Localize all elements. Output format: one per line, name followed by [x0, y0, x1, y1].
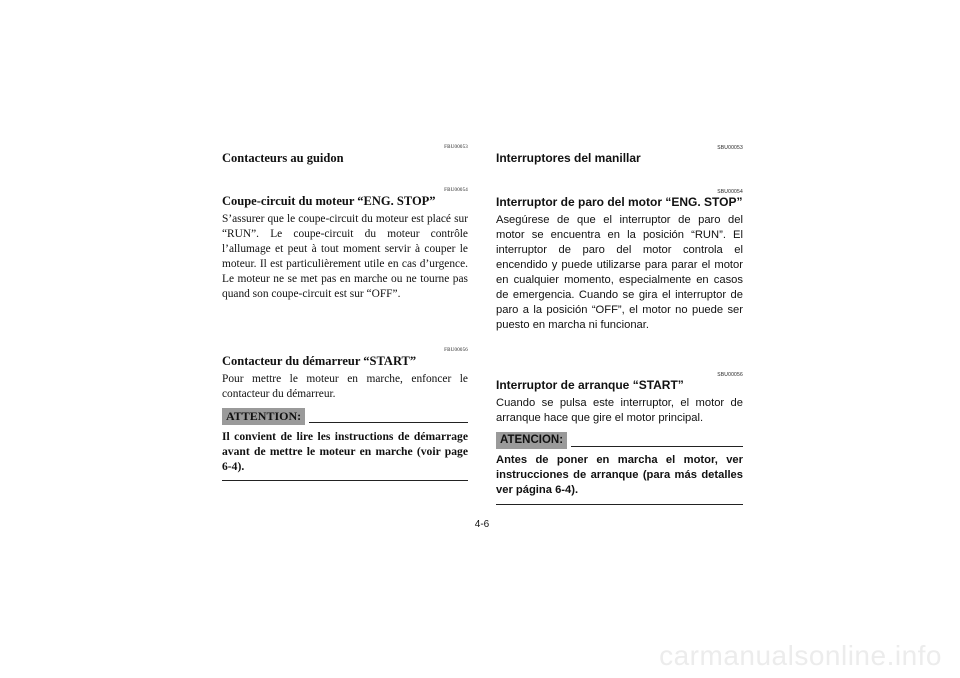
watermark: carmanualsonline.info — [659, 640, 942, 671]
spanish-column — [496, 145, 743, 505]
section-title-engine-stop: Coupe-circuit du moteur “ENG. STOP” — [222, 194, 436, 208]
section-title-handlebar-switches: Contacteurs au guidon — [222, 151, 344, 165]
attention-rule — [309, 410, 468, 423]
section-title-engine-stop: Interruptor de paro del motor “ENG. STOP” — [496, 195, 743, 209]
attention-header — [496, 432, 743, 449]
section-code: FBU00053 — [444, 145, 468, 150]
attention-end-rule — [496, 504, 743, 505]
section-code: FBU00054 — [444, 188, 468, 193]
page-number: 4-6 — [474, 519, 490, 530]
section-body-start-switch: Pour mettre le moteur en marche, enfoncer le contacteur du démarreur. — [222, 373, 468, 400]
attention-rule — [571, 434, 743, 447]
section-title-start-switch: Interruptor de arranque “START” — [496, 378, 684, 392]
attention-label: ATTENTION: — [222, 408, 305, 425]
section-body-engine-stop: S’assurer que le coupe-circuit du moteur est placé sur “RUN”. Le coupe-circuit du moteur contrôle l’allumage et peut à tout moment servir à couper le moteur. Il est particulièrement utile en cas d’urgence. Le moteur ne se met pas en marche ou ne tourne pas quand son coupe-circuit est sur “OFF”. — [222, 213, 468, 300]
attention-header — [222, 408, 468, 425]
attention-text: Antes de poner en marcha el motor, ver instrucciones de arranque (para más detalles ver página 6-4). — [496, 454, 743, 496]
section-code: FBU00056 — [444, 348, 468, 353]
section-title-handlebar-switches: Interruptores del manillar — [496, 151, 641, 165]
section-body-start-switch: Cuando se pulsa este interruptor, el motor de arranque hace que gire el motor principal. — [496, 397, 743, 424]
section-body-engine-stop: Asegúrese de que el interruptor de paro del motor se encuentra en la posición “RUN”. El interruptor de paro del motor controla el encendido y puede utilizarse para parar el motor en cualquier momento, especialmente en casos de emergencia. Cuando se gira el interruptor de paro a la posición “OFF”, el motor no puede ser puesto en marcha ni funcionar. — [496, 214, 743, 331]
section-code: SBU00056 — [717, 372, 743, 378]
section-title-start-switch: Contacteur du démarreur “START” — [222, 354, 417, 368]
section-code: SBU00054 — [717, 189, 743, 195]
section-code: SBU00053 — [717, 145, 743, 151]
attention-label: ATENCION: — [496, 432, 567, 449]
attention-text: Il convient de lire les instructions de démarrage avant de mettre le moteur en marche (voir page 6-4). — [222, 430, 468, 473]
french-column — [222, 145, 468, 481]
attention-end-rule — [222, 480, 468, 481]
